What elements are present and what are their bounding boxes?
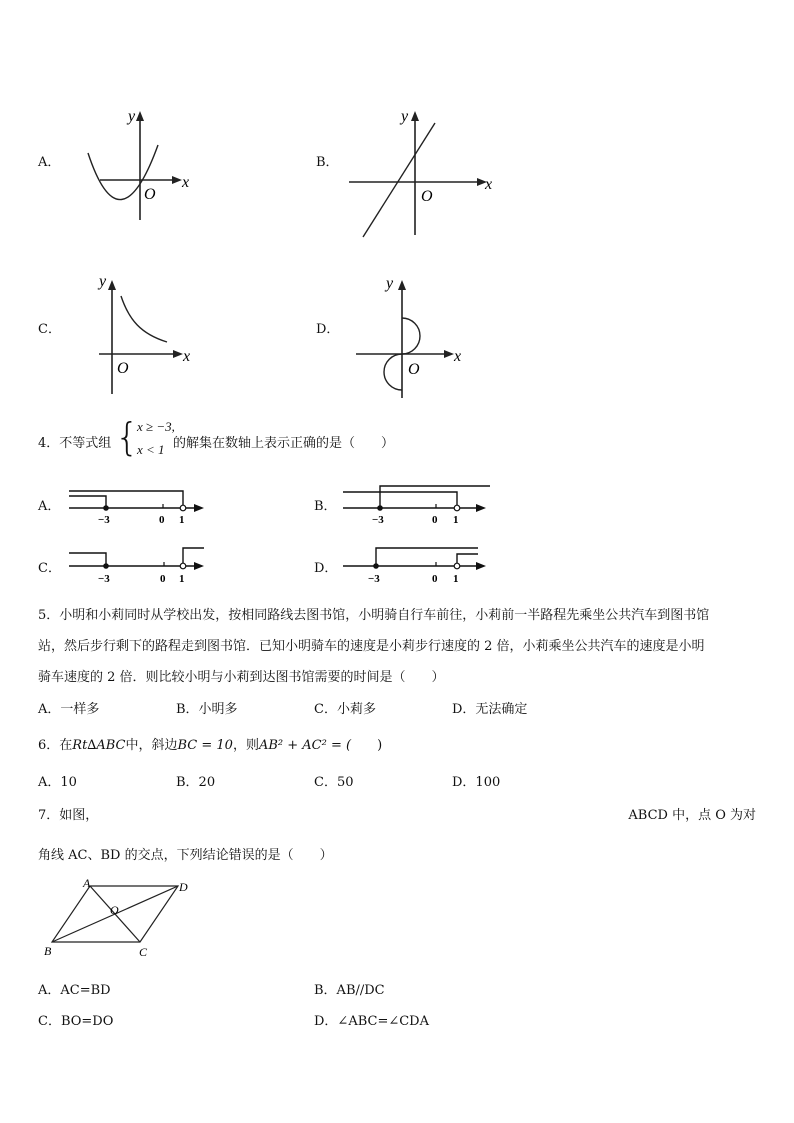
- q6-option-c[interactable]: C．50: [314, 775, 354, 790]
- q5-line1: 5．小明和小莉同时从学校出发，按相同路线去图书馆，小明骑自行车前往，小莉前一半路程先乘坐公共汽车到图书馆: [38, 608, 710, 623]
- q5-option-d[interactable]: D．无法确定: [452, 702, 528, 717]
- q3-graph-c: [95, 270, 205, 398]
- q4-system-line2: x < 1: [137, 442, 165, 457]
- q5-line3: 骑车速度的 2 倍．则比较小明与小莉到达图书馆需要的时间是（ ）: [38, 670, 445, 685]
- q7-option-b[interactable]: B．AB//DC: [314, 983, 385, 998]
- q3-d-x-label: x: [454, 348, 462, 365]
- q3-option-d-letter: D．: [316, 322, 340, 337]
- q5-option-b[interactable]: B．小明多: [176, 702, 238, 717]
- q4-brace: {: [115, 415, 140, 459]
- q7-label-a: A: [83, 876, 91, 890]
- q4-a-tick-1: 1: [179, 514, 185, 526]
- q4-system-line1: x ≥ −3,: [137, 419, 175, 434]
- q4-numberline-c: [66, 544, 212, 590]
- q4-option-a-letter: A．: [38, 499, 61, 514]
- q4-option-b-letter: B．: [314, 499, 337, 514]
- q3-c-y-label: y: [99, 273, 107, 290]
- q6-prefix: 6．在: [38, 738, 73, 753]
- q4-option-d-letter: D．: [314, 561, 338, 576]
- q7-option-a[interactable]: A．AC=BD: [38, 983, 111, 998]
- q4-b-tick-1: 1: [453, 514, 459, 526]
- q7-label-b: B: [44, 944, 52, 958]
- q4-numberline-d: [340, 544, 492, 590]
- q3-graph-a: [80, 105, 195, 225]
- q5-option-c[interactable]: C．小莉多: [314, 702, 376, 717]
- q6-stem: [38, 734, 382, 753]
- q7-line2: 角线 AC、BD 的交点，下列结论错误的是（ ）: [38, 848, 333, 863]
- q3-option-a-letter: A．: [38, 155, 61, 170]
- q4-c-tick-0: 0: [160, 573, 166, 585]
- q6-option-d[interactable]: D．100: [452, 775, 501, 790]
- q3-option-b-letter: B．: [316, 155, 339, 170]
- q6-triangle: Rt∆ABC: [72, 738, 126, 753]
- q4-option-c-letter: C．: [38, 561, 61, 576]
- q4-numberline-a: [66, 484, 212, 530]
- q3-graph-b: [345, 105, 500, 240]
- q4-d-tick-1: 1: [453, 573, 459, 585]
- q3-a-x-label: x: [182, 174, 190, 191]
- q3-d-origin: O: [408, 361, 420, 378]
- q3-graph-d: [350, 270, 470, 402]
- q3-d-y-label: y: [386, 275, 394, 292]
- q3-b-y-label: y: [401, 108, 409, 125]
- q7-label-o: O: [110, 903, 119, 917]
- q4-d-tick-0: 0: [432, 573, 438, 585]
- q4-stem-suffix: 的解集在数轴上表示正确的是（ ）: [173, 436, 395, 451]
- q4-a-tick-neg3: −3: [98, 514, 110, 526]
- q4-b-tick-0: 0: [432, 514, 438, 526]
- q4-c-tick-1: 1: [179, 573, 185, 585]
- q3-b-x-label: x: [485, 176, 493, 193]
- q7-label-c: C: [139, 945, 148, 959]
- q5-line2: 站，然后步行剩下的路程走到图书馆．已知小明骑车的速度是小莉步行速度的 2 倍，小莉乘坐公共汽车的速度是小明: [38, 639, 705, 654]
- q7-option-c[interactable]: C．BO=DO: [38, 1014, 114, 1029]
- q6-expr: AB² + AC² = (: [258, 738, 352, 753]
- q6-option-a[interactable]: A．10: [38, 775, 77, 790]
- q7-line1-left: 7．如图，: [38, 808, 99, 823]
- q6-suffix: ): [351, 738, 383, 753]
- q6-option-b[interactable]: B．20: [176, 775, 216, 790]
- q6-mid2: ，则: [232, 738, 259, 753]
- q4-b-tick-neg3: −3: [372, 514, 384, 526]
- q4-numberline-b: [340, 480, 492, 530]
- q3-a-y-label: y: [128, 108, 136, 125]
- q6-mid: 中，斜边: [125, 738, 178, 753]
- q4-a-tick-0: 0: [159, 514, 165, 526]
- q3-c-origin: O: [117, 360, 129, 377]
- q5-option-a[interactable]: A．一样多: [38, 702, 100, 717]
- q7-option-d[interactable]: D．∠ABC=∠CDA: [314, 1014, 429, 1029]
- q7-parallelogram-figure: [38, 876, 208, 962]
- q4-c-tick-neg3: −3: [98, 573, 110, 585]
- q3-b-origin: O: [421, 188, 433, 205]
- q4-stem-prefix: 4．不等式组: [38, 436, 112, 451]
- q6-bc: BC = 10: [177, 738, 233, 753]
- q7-line1-right: ABCD 中，点 O 为对: [628, 808, 756, 823]
- q4-d-tick-neg3: −3: [368, 573, 380, 585]
- q3-a-origin: O: [144, 186, 156, 203]
- q7-label-d: D: [179, 880, 188, 894]
- q3-option-c-letter: C．: [38, 322, 61, 337]
- q3-c-x-label: x: [183, 348, 191, 365]
